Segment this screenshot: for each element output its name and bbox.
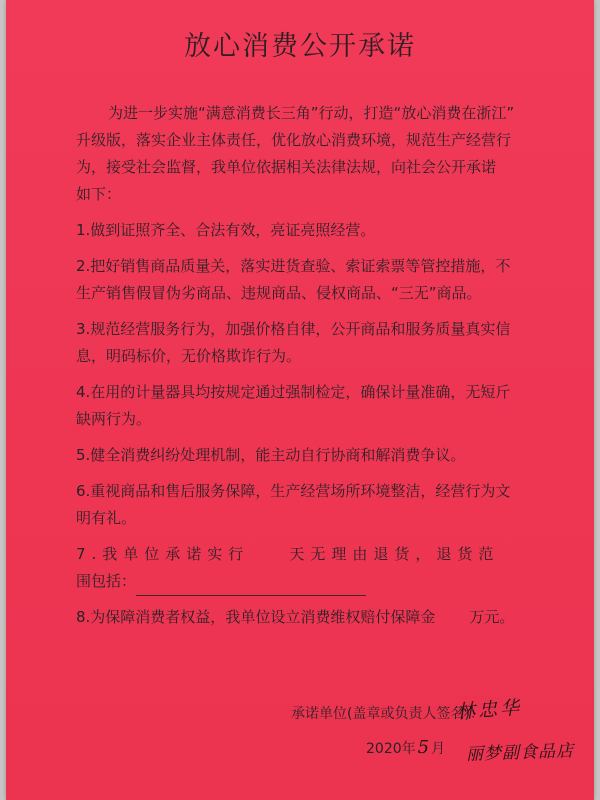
item-line: 息，明码标价，无价格欺诈行为。 (76, 347, 302, 365)
commitment-body (76, 100, 531, 631)
item-line: 1.做到证照齐全、合法有效，亮证亮照经营。 (76, 221, 376, 239)
commitment-item-6 (76, 478, 531, 532)
intro-line: 为进一步实施“满意消费长三角”行动，打造“放心消费在浙江” (108, 104, 515, 122)
date-month-suffix: 月 (431, 741, 446, 757)
commitment-item-3 (76, 316, 531, 370)
page-title: 放心消费公开承诺 (184, 31, 416, 62)
commitment-item-2 (76, 253, 531, 307)
item-line (76, 604, 531, 631)
item-line: 3.规范经营服务行为，加强价格自律，公开商品和服务质量真实信 (76, 320, 511, 338)
commitment-date (366, 737, 445, 758)
item-line: 缺两行为。 (76, 410, 152, 428)
handwritten-signature: 林忠华 (455, 696, 523, 724)
handwritten-shop-name: 丽梦副食品店 (465, 741, 575, 765)
intro-line: 升级版，落实企业主体责任，优化放心消费环境，规范生产经营行 (76, 131, 512, 149)
item-line: 5.健全消费纠纷处理机制，能主动自行协商和解消费争议。 (76, 446, 466, 464)
date-month-handwritten: 5 (417, 737, 430, 758)
commitment-item-4 (76, 379, 531, 433)
commitment-item-8 (76, 604, 531, 631)
item-line: 4.在用的计量器具均按规定通过强制检定，确保计量准确，无短斤 (76, 383, 511, 401)
item7-line2: 围包括： (76, 572, 137, 590)
item7-part-b: 天无理由退货，退货范 (289, 545, 500, 563)
item-line (76, 568, 531, 595)
item-line: 生产销售假冒伪劣商品、违规商品、侵权商品、“三无”商品。 (76, 284, 482, 302)
return-scope-blank (136, 568, 366, 596)
intro-paragraph (76, 100, 531, 208)
item8-part-a: 8.为保障消费者权益，我单位设立消费维权赔付保障金 (76, 608, 436, 626)
item-line: 6.重视商品和售后服务保障，生产经营场所环境整洁，经营行为文 (76, 482, 511, 500)
item7-part-a: 7.我单位承诺实行 (76, 545, 250, 563)
commitment-item-5 (76, 442, 531, 469)
date-year: 2020年 (366, 741, 416, 757)
commitment-sheet (6, 0, 594, 800)
item-line: 2.把好销售商品质量关，落实进货查验、索证索票等管控措施，不 (76, 257, 511, 275)
intro-line: 如下： (76, 185, 122, 203)
commitment-item-1 (76, 217, 531, 244)
intro-line: 为，接受社会监督，我单位依据相关法律法规，向社会公开承诺 (76, 158, 497, 176)
commitment-item-7 (76, 541, 531, 595)
signature-label: 承诺单位(盖章或负责人签名)： (291, 706, 484, 722)
item-line: 明有礼。 (76, 509, 137, 527)
item-line (76, 541, 531, 568)
item8-part-b: 万元。 (469, 608, 515, 626)
